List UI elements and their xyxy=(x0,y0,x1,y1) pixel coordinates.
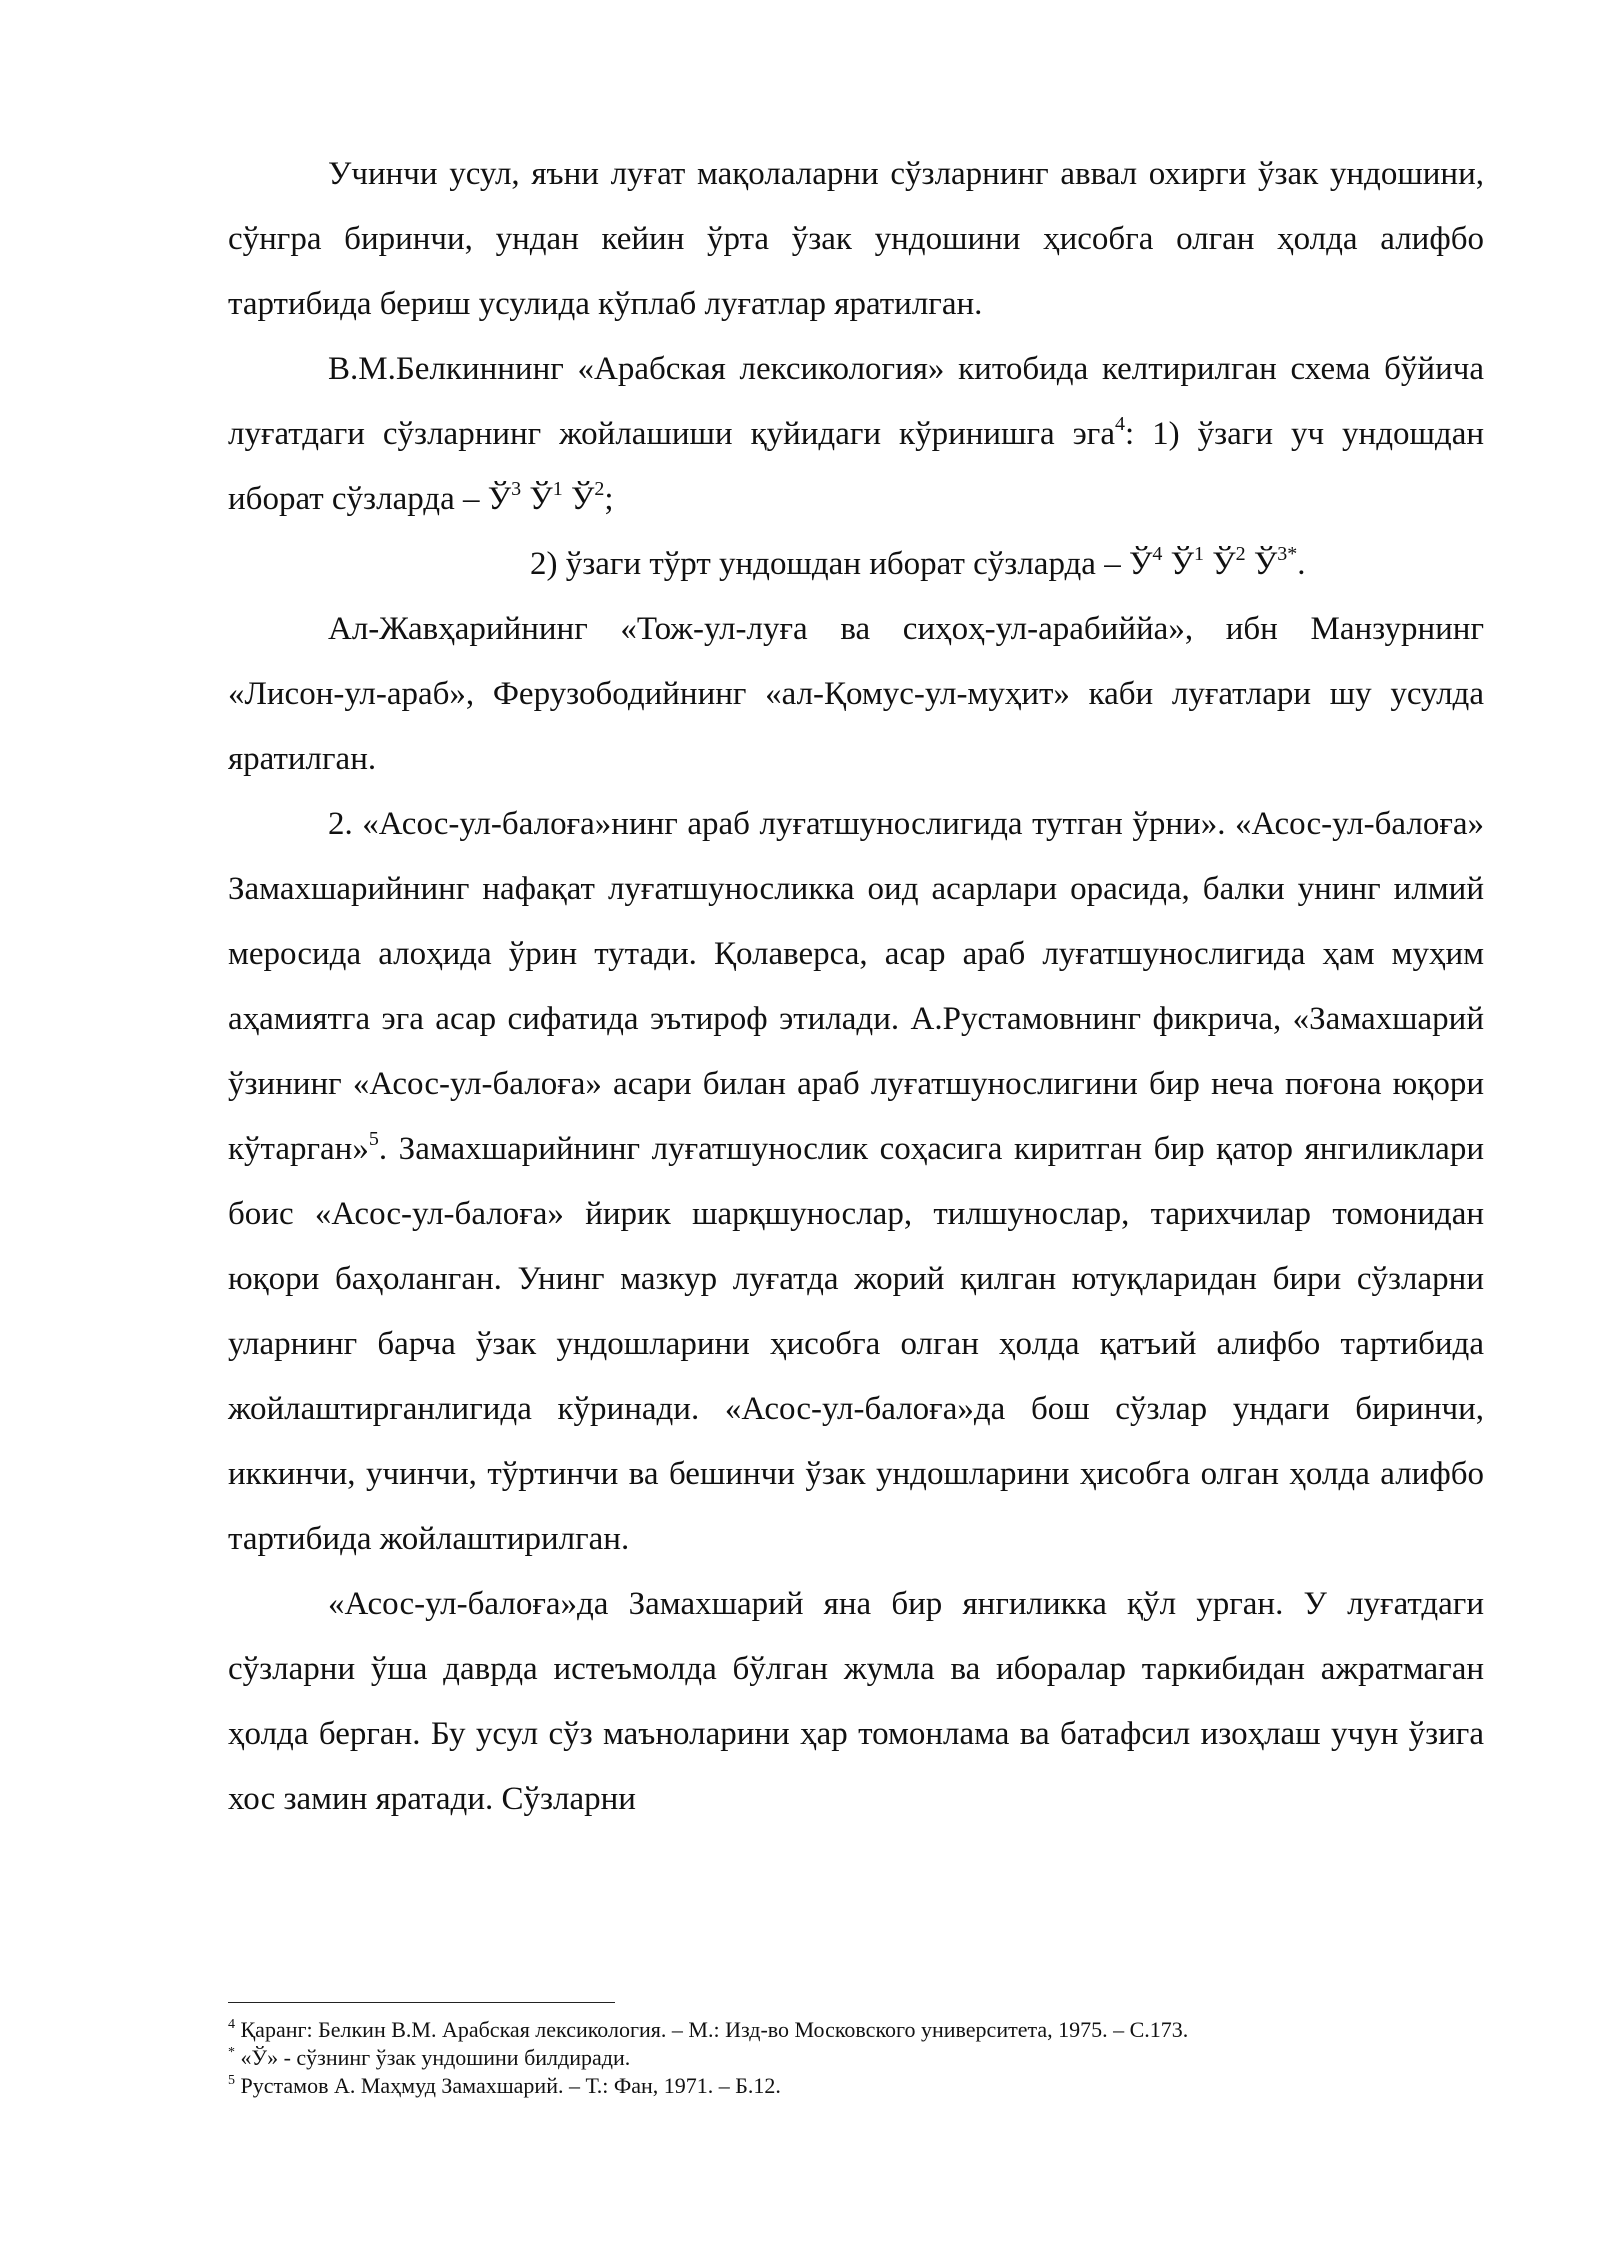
root-index: 3 xyxy=(511,478,522,500)
paragraph-3-text-c: Ў xyxy=(1203,546,1236,582)
paragraph-3-text-b: Ў xyxy=(1162,546,1194,582)
footnote-4 xyxy=(228,2016,1484,2044)
paragraph-1: Учинчи усул, яъни луғат мақолаларни сўзларнинг аввал охирги ўзак ундошини, сўнгра биринчи, ундан кейин ўрта ўзак ундошини ҳисобга олган ҳолда алифбо тартибида бериш усулида кўплаб луғатлар яратилган. xyxy=(228,156,1484,322)
footnote-star xyxy=(228,2044,1484,2072)
paragraph-2-text-c: Ў xyxy=(521,481,553,517)
root-index: 1 xyxy=(1193,543,1204,565)
root-index: 4 xyxy=(1152,543,1163,565)
paragraph-2-text-e: ; xyxy=(604,481,614,517)
footnote-mark: 5 xyxy=(228,2073,235,2088)
paragraph-5-text: 2. «Асос-ул-балоға»нинг араб луғатшунослигида тутган ўрни». «Асос-ул-балоға» Замахшарийнинг нафақат луғатшуносликка оид асарлари орасида, балки унинг илмий меросида алоҳида ўрин тутади. Қолаверса, асар араб луғатшунослигида ҳам муҳим аҳамиятга эга асар сифатида эътироф этилади. А.Рустамовнинг фикрича, «Замахшарий ўзининг «Асос-ул-балоға» асари билан араб луғатшунослигини бир неча поғона юқори кўтарган» xyxy=(228,806,1484,1167)
footnote-mark: * xyxy=(228,2045,235,2060)
footnote-ref-star: * xyxy=(1287,543,1298,565)
footnote-ref-4: 4 xyxy=(1114,413,1125,435)
paragraph-2 xyxy=(228,337,1484,532)
footnote-text: Рустамов А. Маҳмуд Замахшарий. – Т.: Фан, 1971. – Б.12. xyxy=(235,2073,781,2098)
paragraph-2-text-d: Ў xyxy=(562,481,595,517)
paragraph-4: Ал-Жавҳарийнинг «Тож-ул-луға ва сиҳоҳ-ул-арабиййа», ибн Манзурнинг «Лисон-ул-араб», Ферузободийнинг «ал-Қомус-ул-муҳит» каби луғатлари шу усулда яратилган. xyxy=(228,611,1484,777)
body-text xyxy=(228,142,1484,1832)
footnote-mark: 4 xyxy=(228,2017,235,2032)
root-index: 2 xyxy=(594,478,605,500)
paragraph-5 xyxy=(228,792,1484,1572)
paragraph-5-text-b: . Замахшарийнинг луғатшунослик соҳасига киритган бир қатор янгиликлари боис «Асос-ул-балоға» йирик шарқшунослар, тилшунослар, тарихчилар томонидан юқори баҳоланган. Унинг мазкур луғатда жорий қилган ютуқларидан бири сўзларни уларнинг барча ўзак ундошларини ҳисобга олган ҳолда қатъий алифбо тартибида жойлаштирганлигида кўринади. «Асос-ул-балоға»да бош сўзлар ундаги биринчи, иккинчи, учинчи, тўртинчи ва бешинчи ўзак ундошларини ҳисобга олган ҳолда алифбо тартибида жойлаштирилган. xyxy=(228,1131,1484,1557)
paragraph-2-text-b: : 1) ўзаги уч ундошдан иборат сўзларда – Ў xyxy=(228,416,1485,517)
footnote-separator xyxy=(228,2002,615,2003)
footnote-5 xyxy=(228,2072,1484,2100)
footnotes xyxy=(228,2016,1484,2100)
paragraph-3-text-d: Ў xyxy=(1245,546,1278,582)
root-index: 1 xyxy=(552,478,563,500)
paragraph-3-text: 2) ўзаги тўрт ундошдан иборат сўзларда – Ў xyxy=(530,546,1153,582)
paragraph-3 xyxy=(228,532,1484,597)
root-index: 3 xyxy=(1277,543,1288,565)
footnote-ref-5: 5 xyxy=(368,1128,379,1150)
paragraph-3-text-e: . xyxy=(1297,546,1306,582)
footnote-text: «Ў» - сўзнинг ўзак ундошини билдиради. xyxy=(235,2045,631,2070)
paragraph-6: «Асос-ул-балоға»да Замахшарий яна бир янгиликка қўл урган. У луғатдаги сўзларни ўша даврда истеъмолда бўлган жумла ва иборалар таркибидан ажратмаган ҳолда берган. Бу усул сўз маъноларини ҳар томонлама ва батафсил изоҳлаш учун ўзига хос замин яратади. Сўзларни xyxy=(228,1586,1484,1817)
root-index: 2 xyxy=(1235,543,1246,565)
paragraph-2-text: В.М.Белкиннинг «Арабская лексикология» китобида келтирилган схема бўйича луғатдаги сўзларнинг жойлашиши қуйидаги кўринишга эга xyxy=(228,351,1484,452)
footnote-text: Қаранг: Белкин В.М. Арабская лексикология. – М.: Изд-во Московского университета, 1975. – С.173. xyxy=(235,2017,1189,2042)
